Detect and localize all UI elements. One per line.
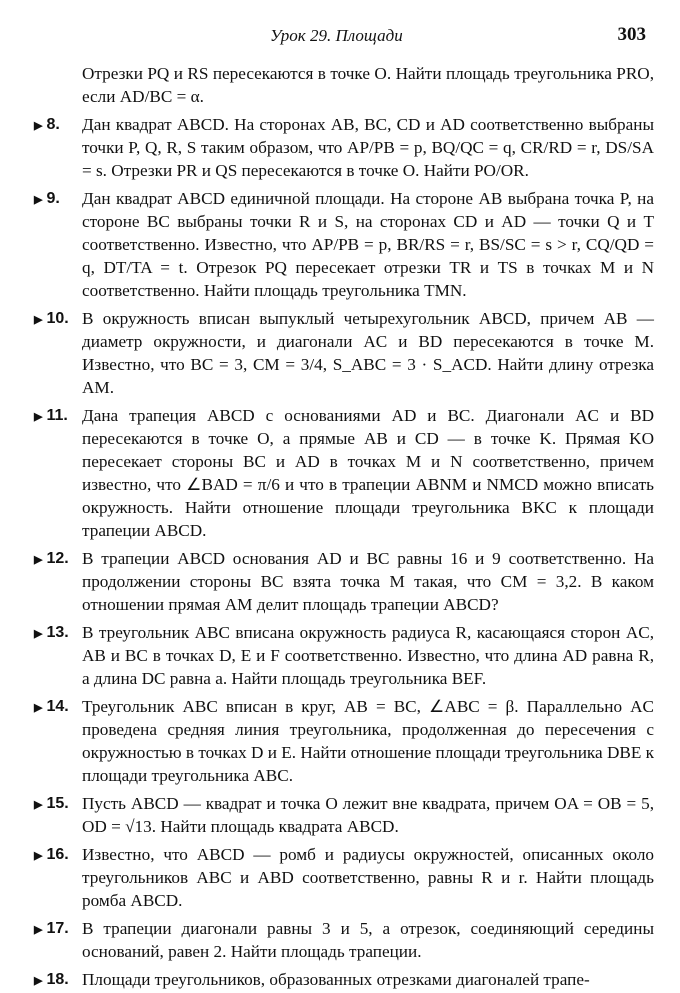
problem-marker <box>34 792 80 817</box>
problem-number: 16. <box>46 846 69 863</box>
problem-text: Площади треугольников, образованных отрезками диагоналей трапе- <box>82 970 590 989</box>
problem-text: В трапеции ABCD основания AD и BC равны 16 и 9 соответственно. На продолжении стороны BC взята точка M такая, что CM = 3,2. В каком отношении прямая AM делит площадь трапеции ABCD? <box>82 549 654 614</box>
problem-number: 14. <box>46 698 69 715</box>
problem-item <box>34 404 654 542</box>
triangle-bullet-icon: ▶ <box>34 975 43 987</box>
problem-marker <box>34 968 80 993</box>
triangle-bullet-icon: ▶ <box>34 554 43 566</box>
running-head: Урок 29. Площади <box>270 26 403 45</box>
triangle-bullet-icon: ▶ <box>34 850 43 862</box>
triangle-bullet-icon: ▶ <box>34 411 43 423</box>
problem-item <box>34 113 654 182</box>
problem-item <box>34 792 654 838</box>
problem-text: Дан квадрат ABCD единичной площади. На стороне AB выбрана точка P, на стороне BC выбраны точки R и S, на сторонах CD и AD — точки Q и T соответственно. Известно, что AP/PB = p, BR/RS = r, BS/SC = s > r, CQ/QD = q, DT/TA = t. Отрезок PQ пересекает отрезки TR и TS в точках M и N соответственно. Найти площадь треугольника TMN. <box>82 189 654 300</box>
problem-number: 11. <box>46 407 68 424</box>
problem-item <box>34 307 654 399</box>
triangle-bullet-icon: ▶ <box>34 628 43 640</box>
problem-item <box>34 621 654 690</box>
problem-number: 12. <box>46 550 69 567</box>
problem-number: 17. <box>46 920 69 937</box>
problem-text: Дана трапеция ABCD с основаниями AD и BC. Диагонали AC и BD пересекаются в точке O, а прямые AB и CD — в точке K. Прямая KO пересекает стороны BC и AD в точках M и N соответственно, причем известно, что ∠BAD = π/6 и что в трапеции ABNM и NMCD можно вписать окружность. Найти отношение площади треугольника BKC к площади трапеции ABCD. <box>82 406 654 540</box>
problem-marker <box>34 307 80 332</box>
problem-continuation: Отрезки PQ и RS пересекаются в точке O. Найти площадь треугольника PRO, если AD/BC = α. <box>82 64 654 106</box>
problem-item <box>34 843 654 912</box>
triangle-bullet-icon: ▶ <box>34 120 43 132</box>
problem-marker <box>34 843 80 868</box>
page-number: 303 <box>617 24 646 45</box>
problem-marker <box>34 547 80 572</box>
problem-number: 9. <box>46 190 60 207</box>
triangle-bullet-icon: ▶ <box>34 799 43 811</box>
problem-marker <box>34 695 80 720</box>
problem-item <box>34 547 654 616</box>
problem-item <box>34 695 654 787</box>
problem-text: В окружность вписан выпуклый четырехугольник ABCD, причем AB — диаметр окружности, и диагонали AC и BD пересекаются в точке M. Известно, что BC = 3, CM = 3/4, S_ABC = 3 · S_ACD. Найти длину отрезка AM. <box>82 309 654 397</box>
problem-number: 10. <box>46 310 69 327</box>
problem-text: Дан квадрат ABCD. На сторонах AB, BC, CD и AD соответственно выбраны точки P, Q, R, S таким образом, что AP/PB = p, BQ/QC = q, CR/RD = r, DS/SA = s. Отрезки PR и QS пересекаются в точке O. Найти PO/OR. <box>82 115 654 180</box>
triangle-bullet-icon: ▶ <box>34 194 43 206</box>
problem-marker <box>34 404 80 429</box>
problem-number: 13. <box>46 624 69 641</box>
problem-text: Пусть ABCD — квадрат и точка O лежит вне квадрата, причем OA = OB = 5, OD = √13. Найти площадь квадрата ABCD. <box>82 794 654 836</box>
problem-marker <box>34 621 80 646</box>
problem-number: 8. <box>46 116 60 133</box>
problem-item <box>34 917 654 963</box>
problem-marker <box>34 113 80 138</box>
problem-number: 15. <box>46 795 69 812</box>
triangle-bullet-icon: ▶ <box>34 924 43 936</box>
problem-text: Известно, что ABCD — ромб и радиусы окружностей, описанных около треугольников ABC и ABD соответственно, равны R и r. Найти площадь ромба ABCD. <box>82 845 654 910</box>
problem-item <box>34 187 654 302</box>
problem-text: В трапеции диагонали равны 3 и 5, а отрезок, соединяющий середины оснований, равен 2. Найти площадь трапеции. <box>82 919 654 961</box>
triangle-bullet-icon: ▶ <box>34 702 43 714</box>
problem-text: В треугольник ABC вписана окружность радиуса R, касающаяся сторон AC, AB и BC в точках D, E и F соответственно. Известно, что длина AD равна R, а длина DC равна a. Найти площадь треугольника BEF. <box>82 623 654 688</box>
problem-marker <box>34 917 80 942</box>
problem-text: Треугольник ABC вписан в круг, AB = BC, ∠ABC = β. Параллельно AC проведена средняя линия треугольника, продолженная до пересечения с окружностью в точках D и E. Найти отношение площади треугольника DBE к площади треугольника ABC. <box>82 697 654 785</box>
problem-marker <box>34 187 80 212</box>
problem-item <box>34 968 654 991</box>
problem-list <box>34 113 654 991</box>
page-header <box>46 22 654 52</box>
problem-number: 18. <box>46 971 69 988</box>
triangle-bullet-icon: ▶ <box>34 314 43 326</box>
